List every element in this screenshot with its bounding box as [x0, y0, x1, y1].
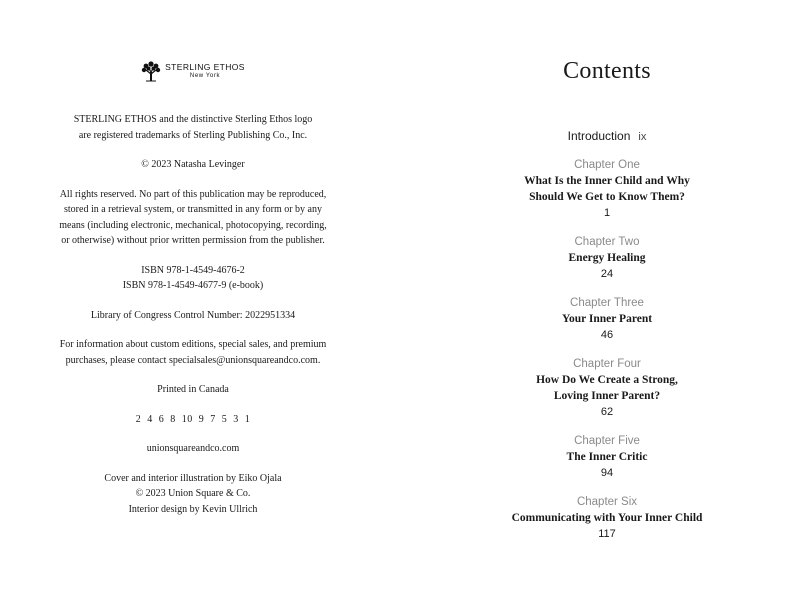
- website: unionsquareandco.com: [146, 443, 240, 454]
- toc-entry-chapter-two: [400, 235, 800, 282]
- toc-entry-chapter-one: [400, 158, 800, 221]
- copyright-notice: © 2023 Natasha Levinger: [141, 159, 245, 170]
- chapter-title: Your Inner Parent: [561, 313, 653, 325]
- special-sales-info: For information about custom editions, special sales, and premium purchases, please contact specialsales@unionsquareandco.com.: [59, 339, 327, 366]
- toc-entry-chapter-six: [400, 495, 800, 542]
- chapter-page-number: 62: [600, 406, 614, 418]
- logo-name: STERLING ETHOS: [165, 61, 245, 72]
- page-title: Contents: [563, 58, 651, 84]
- chapter-number: Chapter Two: [574, 236, 640, 248]
- intro-label: Introduction: [567, 129, 631, 143]
- chapter-number: Chapter Six: [576, 496, 638, 508]
- toc-chapters: [400, 158, 800, 556]
- logo-city: New York: [189, 73, 221, 80]
- toc-entry-chapter-five: [400, 434, 800, 481]
- toc-entry-chapter-four: [400, 357, 800, 420]
- chapter-title: What Is the Inner Child and Why Should We Get to Know Them?: [524, 175, 690, 203]
- toc-entry-chapter-three: [400, 296, 800, 343]
- chapter-number: Chapter Three: [570, 297, 644, 309]
- loc-number: Library of Congress Control Number: 2022951334: [90, 309, 296, 321]
- contents-page: [400, 0, 800, 600]
- chapter-page-number: 94: [600, 467, 614, 479]
- tree-icon: [141, 60, 161, 82]
- chapter-page-number: 46: [600, 329, 614, 341]
- chapter-title: Communicating with Your Inner Child: [511, 512, 703, 524]
- intro-page-number: ix: [638, 131, 647, 143]
- chapter-title: How Do We Create a Strong, Loving Inner Parent?: [536, 374, 678, 402]
- toc-entry-introduction: [400, 127, 800, 145]
- printed-in: Printed in Canada: [157, 384, 229, 395]
- copyright-text: [0, 112, 386, 531]
- trademark-notice: STERLING ETHOS and the distinctive Sterling Ethos logo are registered trademarks of Sterling Publishing Co., Inc.: [73, 114, 313, 141]
- chapter-page-number: 24: [600, 268, 614, 280]
- chapter-page-number: 1: [603, 207, 611, 219]
- chapter-number: Chapter Five: [574, 435, 640, 447]
- isbn-block: ISBN 978-1-4549-4676-2 ISBN 978-1-4549-4677-9 (e-book): [122, 264, 264, 291]
- rights-notice: All rights reserved. No part of this publication may be reproduced, stored in a retrieval system, or transmitted in any form or by any means (including electronic, mechanical, photocopying, recording, or otherwise) without prior written permission from the publisher.: [59, 188, 327, 246]
- chapter-number: Chapter One: [574, 159, 640, 171]
- publisher-logo: [0, 60, 386, 87]
- chapter-title: Energy Healing: [568, 252, 646, 264]
- printing-line: 2 4 6 8 10 9 7 5 3 1: [135, 413, 251, 425]
- credits: Cover and interior illustration by Eiko Ojala © 2023 Union Square & Co. Interior design by Kevin Ullrich: [104, 472, 282, 515]
- chapter-page-number: 117: [598, 528, 616, 540]
- chapter-number: Chapter Four: [573, 358, 641, 370]
- chapter-title: The Inner Critic: [566, 451, 648, 463]
